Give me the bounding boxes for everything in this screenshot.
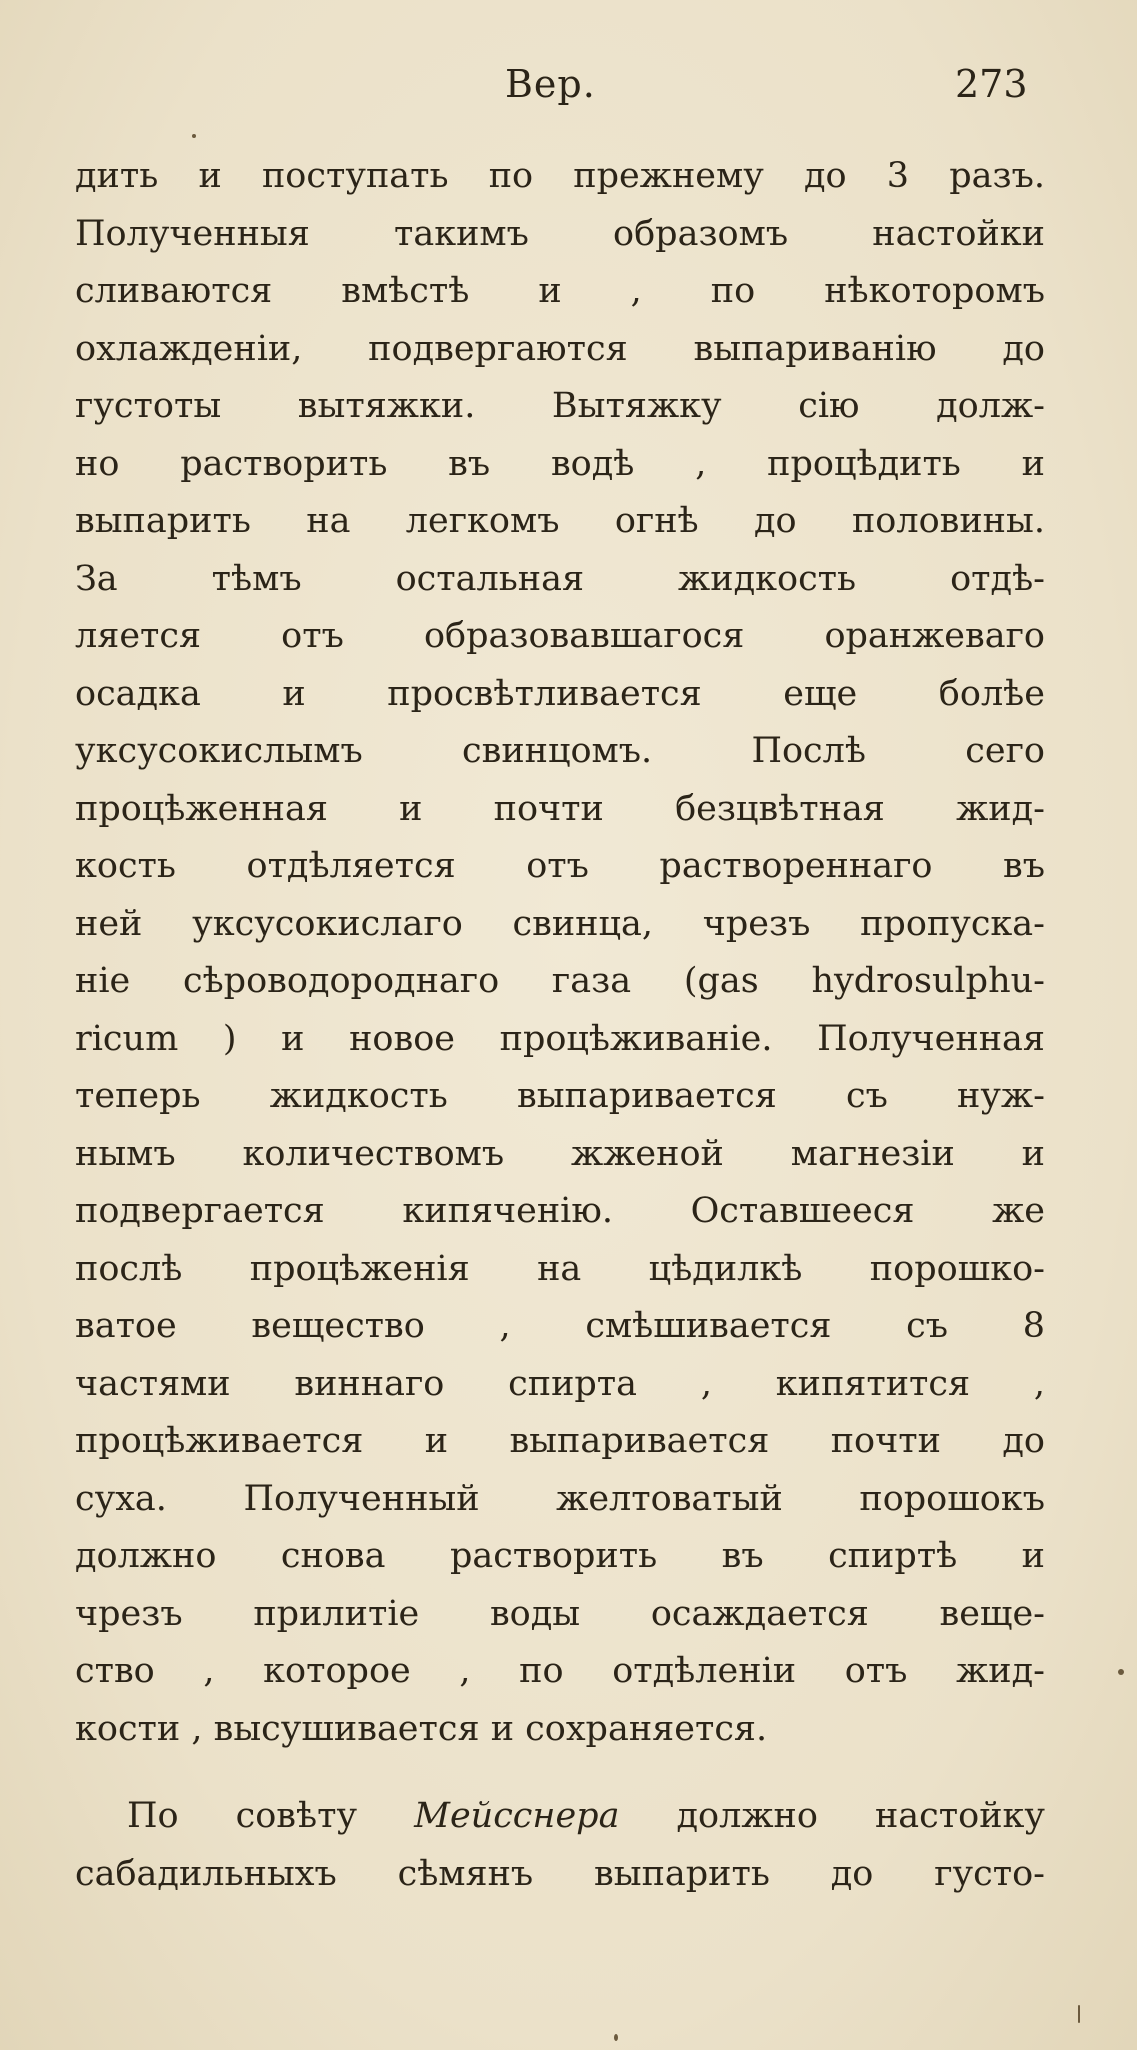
text-line: ватое вещество , смѣшивается съ 8: [75, 1306, 1045, 1346]
body-text: [75, 148, 1045, 1903]
text-line: процѣживается и выпаривается почти до: [75, 1421, 1045, 1461]
text-line: суха. Полученный желтоватый порошокъ: [75, 1478, 1045, 1519]
text-line: За тѣмъ остальная жидкость отдѣ-: [75, 558, 1045, 599]
text-line: уксусокислымъ свинцомъ. Послѣ сего: [75, 731, 1045, 771]
text-line: ство , которое , по отдѣленіи отъ жид-: [75, 1651, 1045, 1691]
text-line: выпарить на легкомъ огнѣ до половины.: [75, 501, 1045, 541]
text-line: ricum ) и новое процѣживаніе. Полученная: [75, 1018, 1045, 1059]
text-line: но растворить въ водѣ , процѣдить и: [75, 443, 1045, 484]
text-line: частями виннаго спирта , кипятится ,: [75, 1363, 1045, 1404]
text-line: дить и поступать по прежнему до 3 разъ.: [75, 156, 1045, 196]
text-run: По совѣту: [127, 1796, 415, 1836]
paragraph-gap: [75, 1758, 1045, 1788]
text-line: чрезъ прилитіе воды осаждается веще-: [75, 1593, 1045, 1634]
text-line: кость отдѣляется отъ раствореннаго въ: [75, 846, 1045, 886]
italic-author-name: Мейсснера: [414, 1796, 620, 1836]
text-line: кости , высушивается и сохраняется.: [75, 1708, 768, 1749]
text-line: густоты вытяжки. Вытяжку сію долж-: [75, 386, 1045, 426]
paper-speck: [1118, 1669, 1124, 1675]
paper-speck: [614, 2034, 618, 2041]
page-number: 273: [955, 62, 1028, 106]
text-line: [75, 1788, 1045, 1846]
text-line: должно снова растворить въ спиртѣ и: [75, 1536, 1045, 1576]
text-line: послѣ процѣженія на цѣдилкѣ порошко-: [75, 1248, 1045, 1289]
paragraph: [75, 1788, 1045, 1903]
text-line: ляется отъ образовавшагося оранжеваго: [75, 616, 1045, 656]
text-line: ней уксусокислаго свинца, чрезъ пропуска-: [75, 903, 1045, 944]
text-line: подвергается кипяченію. Оставшееся же: [75, 1191, 1045, 1231]
running-head: Вер.: [505, 62, 596, 106]
text-run: должно настойку: [619, 1796, 1045, 1836]
text-line: сливаются вмѣстѣ и , по нѣкоторомъ: [75, 271, 1045, 311]
text-line: сабадильныхъ сѣмянъ выпарить до густо-: [75, 1853, 1045, 1894]
text-line: ніе сѣроводороднаго газа (gas hydrosulphu-: [75, 961, 1045, 1001]
text-line: Полученныя такимъ образомъ настойки: [75, 213, 1045, 254]
text-line: теперь жидкость выпаривается съ нуж-: [75, 1076, 1045, 1116]
text-line: осадка и просвѣтливается еще болѣе: [75, 673, 1045, 714]
text-line: нымъ количествомъ жженой магнезіи и: [75, 1133, 1045, 1174]
text-line: процѣженная и почти безцвѣтная жид-: [75, 788, 1045, 829]
paragraph: [75, 148, 1045, 1758]
paper-speck: [1078, 2005, 1080, 2023]
text-line: охлажденіи, подвергаются выпариванію до: [75, 328, 1045, 369]
paper-speck: [192, 134, 196, 138]
